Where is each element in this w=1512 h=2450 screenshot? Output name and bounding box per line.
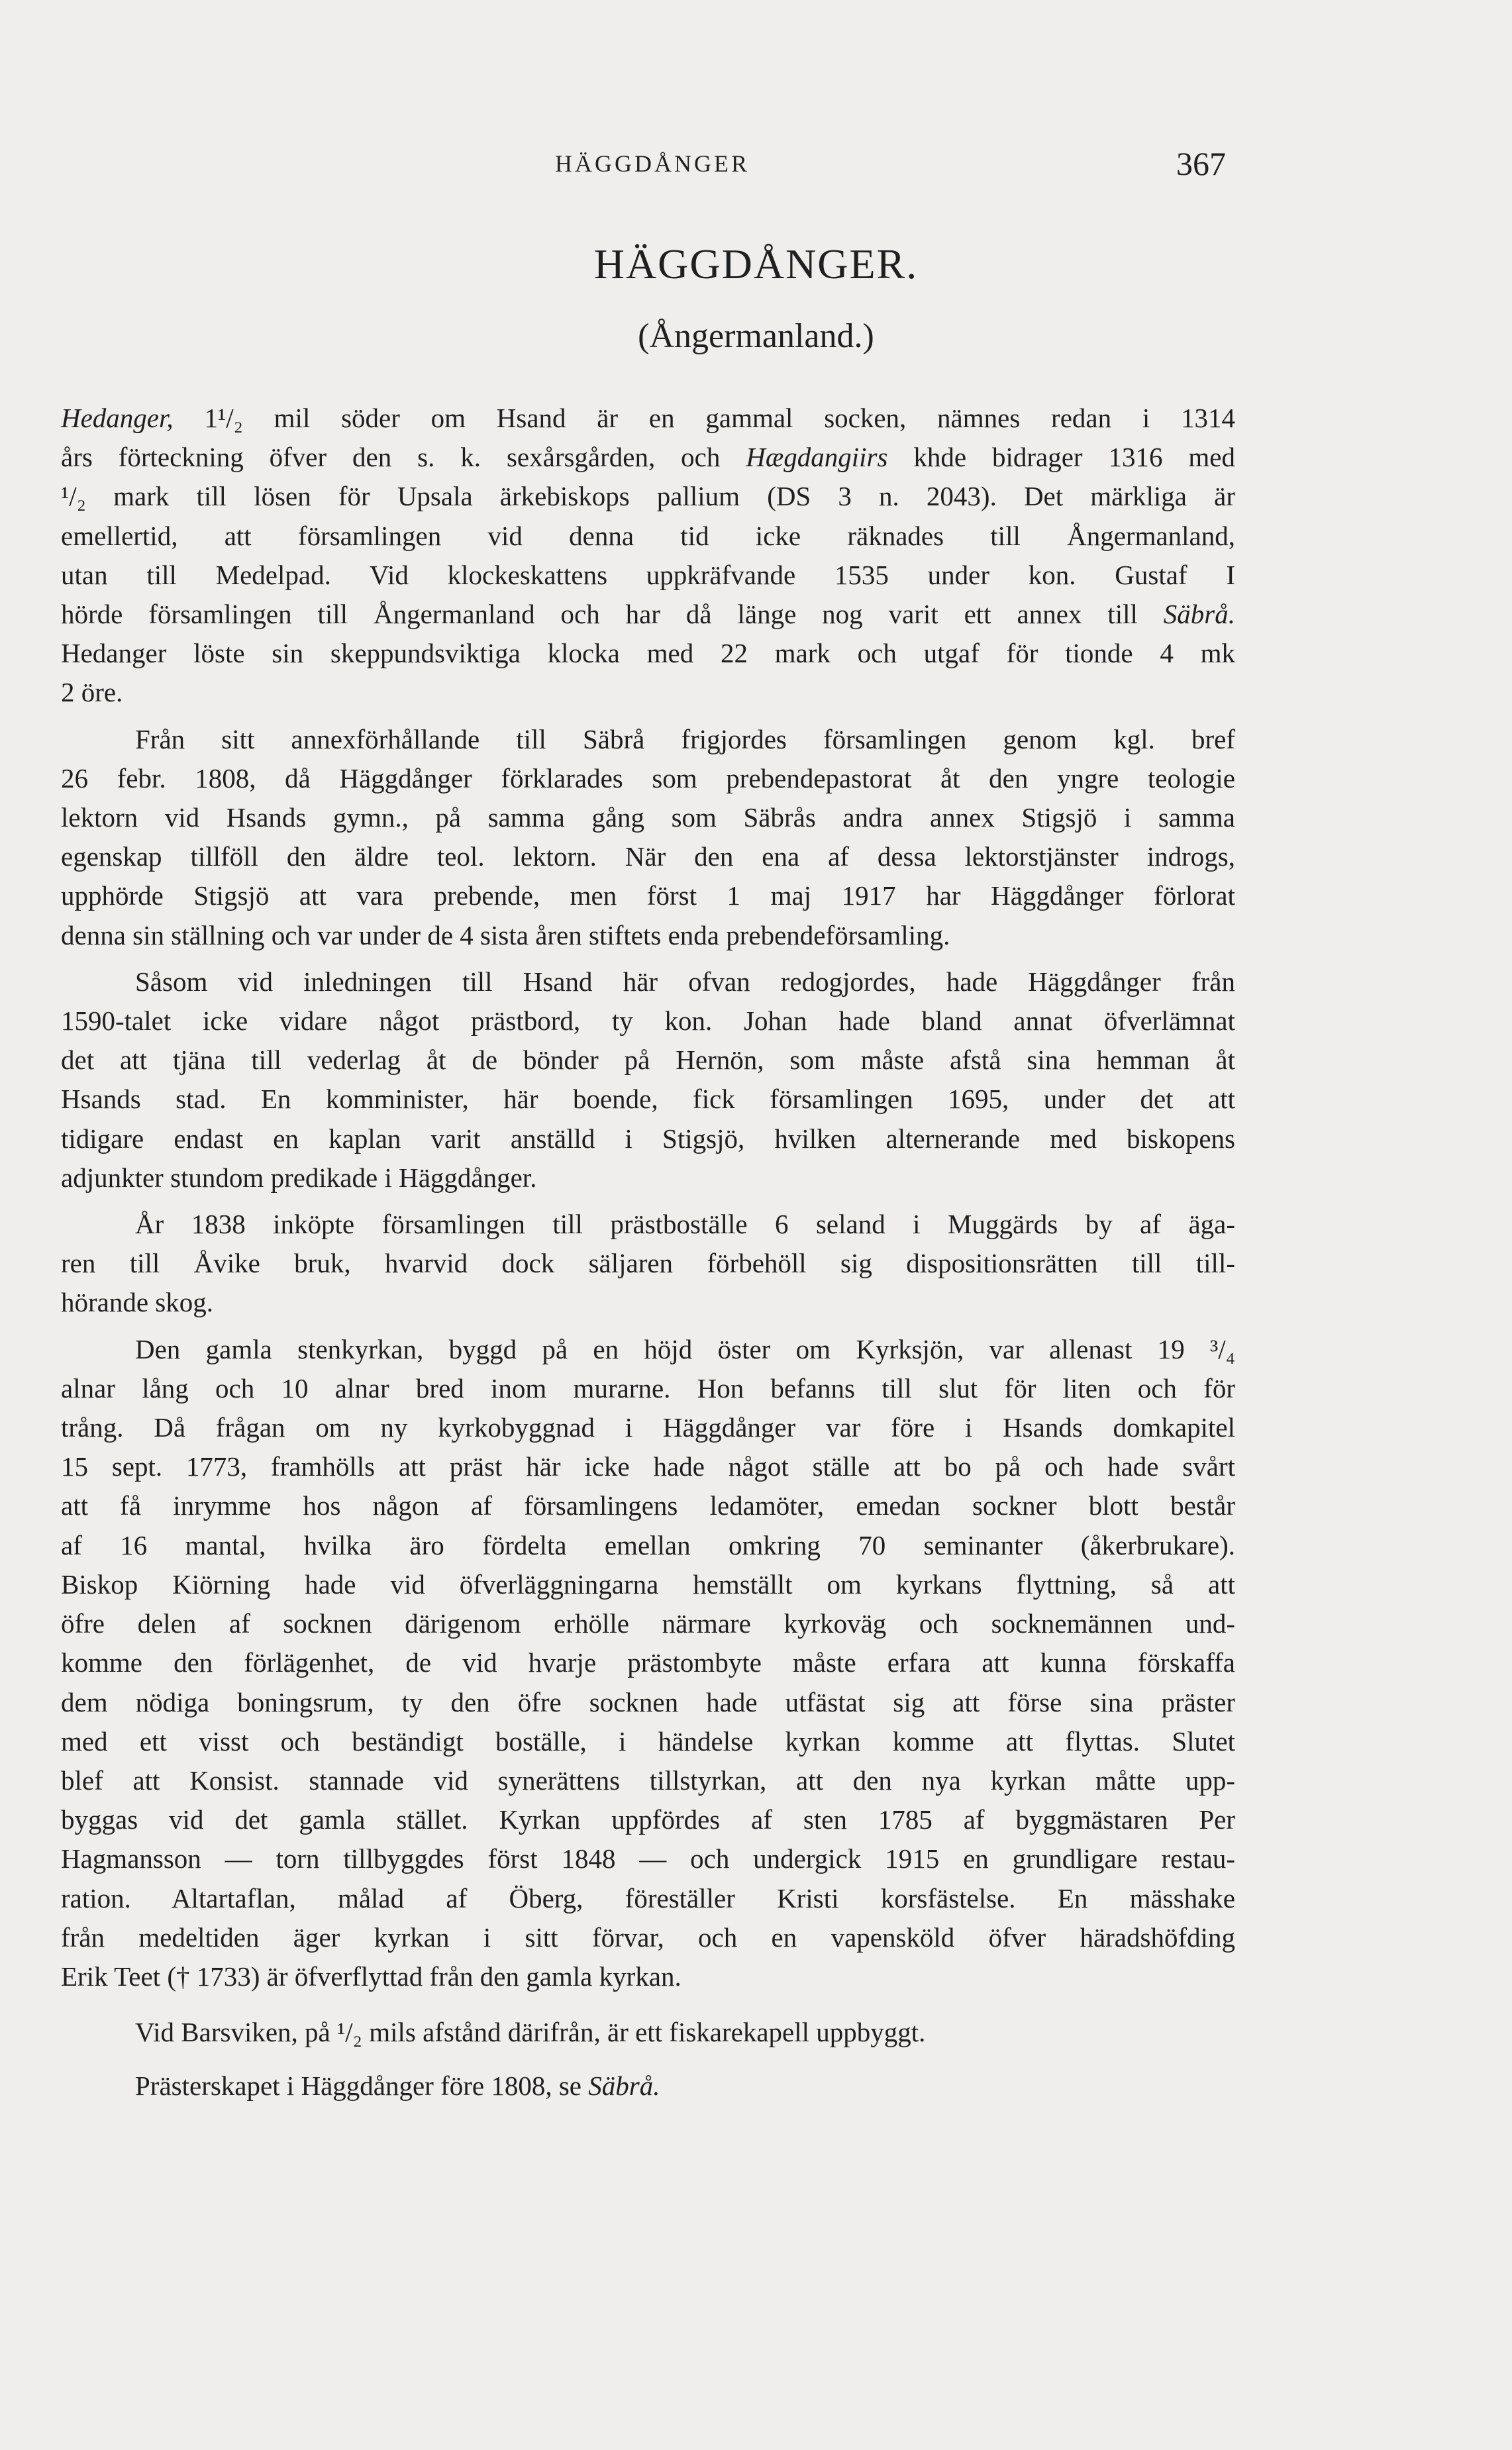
text-line: öfre delen af socknen därigenom erhölle närmare kyrkoväg och socknemännen und- bbox=[61, 1608, 1235, 1639]
closing-note: Vid Barsviken, på ¹/₂ mils afstånd därifrån, är ett fiskarekapell uppbyggt. bbox=[135, 2017, 926, 2047]
paragraph bbox=[61, 399, 1235, 713]
text-line: att få inrymme hos någon af församlingens ledamöter, emedan sockner blott består bbox=[61, 1490, 1235, 1521]
paragraph bbox=[61, 962, 1235, 1198]
text-line: hörde församlingen till Ångermanland och har då länge nog varit ett annex till Säbrå. bbox=[61, 599, 1235, 630]
text-line: hörande skog. bbox=[61, 1287, 214, 1318]
text-line: trång. Då frågan om ny kyrkobyggnad i Häggdånger var före i Hsands domkapitel bbox=[61, 1412, 1235, 1443]
text-line: Hsands stad. En komminister, här boende, fick församlingen 1695, under det att bbox=[61, 1084, 1235, 1115]
text-line: blef att Konsist. stannade vid synerättens tillstyrkan, att den nya kyrkan måtte upp- bbox=[61, 1764, 1235, 1796]
text-line: lektorn vid Hsands gymn., på samma gång som Säbrås andra annex Stigsjö i samma bbox=[61, 802, 1235, 833]
text-line: Biskop Kiörning hade vid öfverläggningarna hemställt om kyrkans flyttning, så att bbox=[61, 1568, 1235, 1600]
text-line: med ett visst och beständigt boställe, i händelse kyrkan komme att flyttas. Slutet bbox=[61, 1725, 1235, 1757]
text-line: dem nödiga boningsrum, ty den öfre socknen hade utfästat sig att förse sina präster bbox=[61, 1686, 1235, 1717]
text-line: ration. Altartaflan, målad af Öberg, föreställer Kristi korsfästelse. En mässhake bbox=[61, 1882, 1235, 1914]
paragraph bbox=[61, 1205, 1235, 1323]
text-line: denna sin ställning och var under de 4 sista åren stiftets enda prebendeförsamling. bbox=[61, 919, 950, 950]
text-line: 2 öre. bbox=[61, 677, 123, 708]
text-line: 1590-talet icke vidare något prästbord, ty kon. Johan hade bland annat öfverlämnat bbox=[61, 1005, 1235, 1037]
text-line: Hedanger löste sin skeppundsviktiga klocka med 22 mark och utgaf för tionde 4 mk bbox=[61, 638, 1235, 669]
text-line: ¹/₂ mark till lösen för Upsala ärkebiskops pallium (DS 3 n. 2043). Det märkliga är bbox=[61, 481, 1235, 512]
running-title: HÄGGDÅNGER bbox=[555, 150, 750, 177]
text-line: utan till Medelpad. Vid klockeskattens uppkräfvande 1535 under kon. Gustaf I bbox=[61, 559, 1235, 590]
text-line: egenskap tillföll den äldre teol. lektorn. När den ena af dessa lektorstjänster indrogs, bbox=[61, 841, 1235, 872]
paragraph bbox=[61, 1330, 1235, 1996]
text-line: Erik Teet († 1733) är öfverflyttad från den gamla kyrkan. bbox=[61, 1961, 681, 1992]
body-text bbox=[61, 399, 1235, 1996]
text-line: ren till Åvike bruk, hvarvid dock säljaren förbehöll sig dispositionsrätten till till- bbox=[61, 1248, 1235, 1279]
text-line: det att tjäna till vederlag åt de bönder på Hernön, som måste afstå sina hemman åt bbox=[61, 1045, 1235, 1076]
text-line: Såsom vid inledningen till Hsand här ofvan redogjordes, hade Häggdånger från bbox=[135, 966, 1235, 997]
text-line: från medeltiden äger kyrkan i sitt förvar, och en vapensköld öfver häradshöfding bbox=[61, 1921, 1235, 1953]
cross-reference-link: Säbrå. bbox=[588, 2070, 660, 2101]
paragraph bbox=[61, 720, 1235, 955]
page-title: HÄGGDÅNGER. bbox=[593, 240, 919, 287]
text-line: 26 febr. 1808, då Häggdånger förklarades som prebendepastorat åt den yngre teologie bbox=[61, 762, 1235, 793]
text-line: Den gamla stenkyrkan, byggd på en höjd öster om Kyrksjön, var allenast 19 ³/₄ bbox=[135, 1333, 1235, 1364]
cross-reference: Prästerskapet i Häggdånger före 1808, se Säbrå. bbox=[135, 2070, 660, 2101]
page-subtitle: (Ångermanland.) bbox=[638, 317, 874, 355]
text-line: emellertid, att församlingen vid denna tid icke räknades till Ångermanland, bbox=[61, 520, 1235, 551]
text-line: Hagmansson — torn tillbyggdes först 1848 — och undergick 1915 en grundligare restau- bbox=[61, 1843, 1235, 1874]
running-head bbox=[0, 144, 1512, 191]
text-line: 15 sept. 1773, framhölls att präst här icke hade något ställe att bo på och hade svårt bbox=[61, 1451, 1235, 1482]
text-line: byggas vid det gamla stället. Kyrkan uppfördes af sten 1785 af byggmästaren Per bbox=[61, 1804, 1235, 1835]
text-line: tidigare endast en kaplan varit anställd i Stigsjö, hvilken alternerande med biskopens bbox=[61, 1123, 1235, 1154]
text-line: År 1838 inköpte församlingen till prästboställe 6 seland i Muggärds by af äga- bbox=[135, 1209, 1235, 1240]
text-line: alnar lång och 10 alnar bred inom murarne. Hon befanns till slut för liten och för bbox=[61, 1372, 1235, 1404]
page-number: 367 bbox=[1176, 145, 1226, 182]
text-line: upphörde Stigsjö att vara prebende, men först 1 maj 1917 har Häggdånger förlorat bbox=[61, 880, 1235, 911]
text-line: års förteckning öfver den s. k. sexårsgården, och Hægdangiirs khde bidrager 1316 med bbox=[61, 442, 1235, 473]
text-line: af 16 mantal, hvilka äro fördelta emellan omkring 70 seminanter (åkerbrukare). bbox=[61, 1529, 1235, 1560]
text-line: Från sitt annexförhållande till Säbrå frigjordes församlingen genom kgl. bref bbox=[135, 723, 1235, 754]
text-line: adjunkter stundom predikade i Häggdånger. bbox=[61, 1162, 537, 1193]
text-line: Hedanger, 1¹/₂ mil söder om Hsand är en gammal socken, nämnes redan i 1314 bbox=[61, 403, 1235, 433]
text-line: komme den förlägenhet, de vid hvarje prästombyte måste erfara att kunna förskaffa bbox=[61, 1647, 1235, 1678]
